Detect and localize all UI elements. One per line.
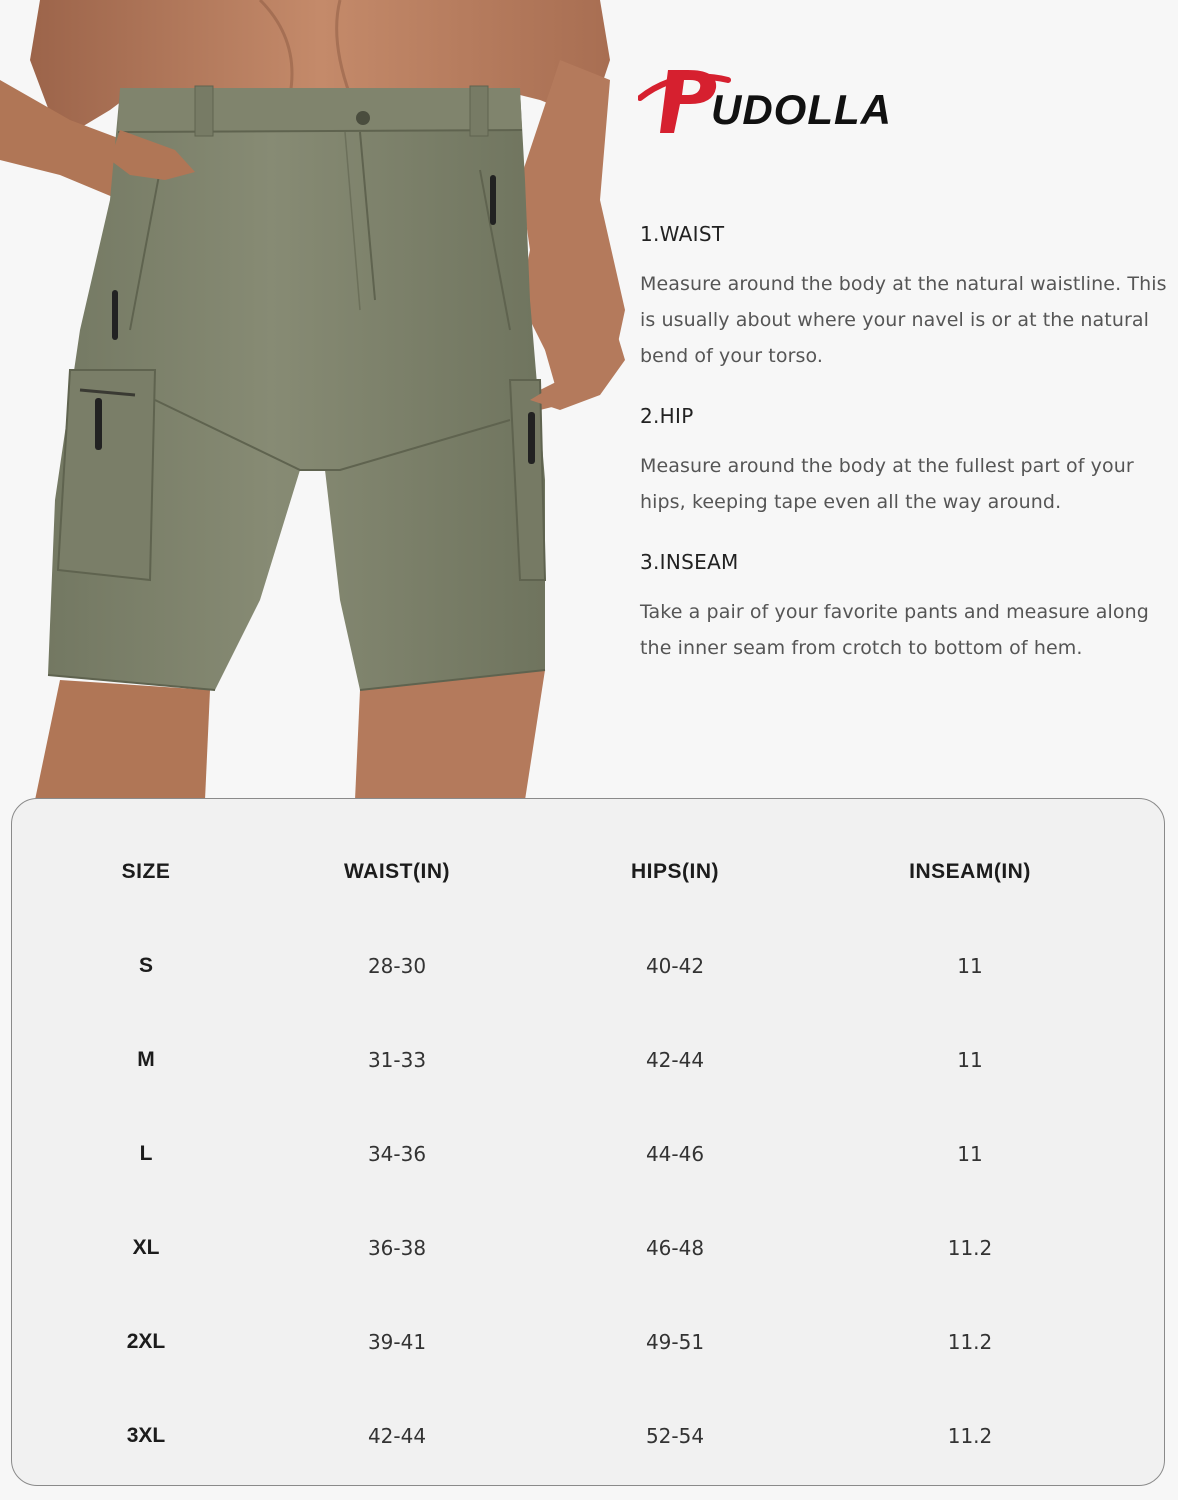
measure-guide [640, 218, 1170, 692]
size-chart [11, 798, 1165, 1486]
guide-hip [640, 400, 1170, 520]
waist-cell: 34-36 [367, 1142, 427, 1166]
size-table [12, 825, 1164, 1483]
header-inseam: INSEAM(IN) [909, 860, 1031, 883]
hips-cell: 49-51 [645, 1330, 705, 1354]
table-row [12, 1295, 1164, 1389]
table-row [12, 1389, 1164, 1483]
table-row [12, 919, 1164, 1013]
inseam-cell: 11.2 [947, 1330, 993, 1354]
guide-title: 1.WAIST [640, 222, 725, 246]
hips-cell: 52-54 [645, 1424, 705, 1448]
size-cell: M [137, 1048, 155, 1071]
guide-title: 3.INSEAM [640, 550, 739, 574]
product-photo [0, 0, 640, 800]
size-cell: 2XL [126, 1330, 166, 1353]
waist-cell: 28-30 [367, 954, 427, 978]
table-row [12, 1201, 1164, 1295]
inseam-cell: 11 [957, 1048, 983, 1072]
inseam-cell: 11 [957, 954, 983, 978]
header-size: SIZE [121, 860, 171, 883]
size-cell: L [139, 1142, 153, 1165]
hips-cell: 46-48 [645, 1236, 705, 1260]
hips-cell: 40-42 [645, 954, 705, 978]
inseam-cell: 11.2 [947, 1424, 993, 1448]
brand-name: UDOLLA [711, 86, 892, 133]
inseam-cell: 11.2 [947, 1236, 993, 1260]
guide-body: Measure around the body at the natural waistline. This is usually about where your navel is or at the natural bend of your torso. [640, 273, 1167, 367]
guide-body: Measure around the body at the fullest part of your hips, keeping tape even all the way around. [640, 455, 1134, 513]
size-cell: 3XL [126, 1424, 166, 1447]
waist-cell: 31-33 [367, 1048, 427, 1072]
hips-cell: 42-44 [645, 1048, 705, 1072]
table-header-row [12, 825, 1164, 919]
waist-cell: 39-41 [367, 1330, 427, 1354]
guide-title: 2.HIP [640, 404, 694, 428]
waist-cell: 36-38 [367, 1236, 427, 1260]
brand-logo [638, 58, 898, 138]
shorts-model-illustration [0, 0, 640, 800]
inseam-cell: 11 [957, 1142, 983, 1166]
hips-cell: 44-46 [645, 1142, 705, 1166]
guide-waist [640, 218, 1170, 374]
guide-body: Take a pair of your favorite pants and measure along the inner seam from crotch to bottom of hem. [640, 601, 1149, 659]
table-row [12, 1013, 1164, 1107]
size-cell: XL [132, 1236, 160, 1259]
header-hips: HIPS(IN) [631, 860, 719, 883]
size-cell: S [138, 954, 153, 977]
header-waist: WAIST(IN) [344, 860, 450, 883]
waist-cell: 42-44 [367, 1424, 427, 1448]
table-row [12, 1107, 1164, 1201]
guide-inseam [640, 546, 1170, 666]
